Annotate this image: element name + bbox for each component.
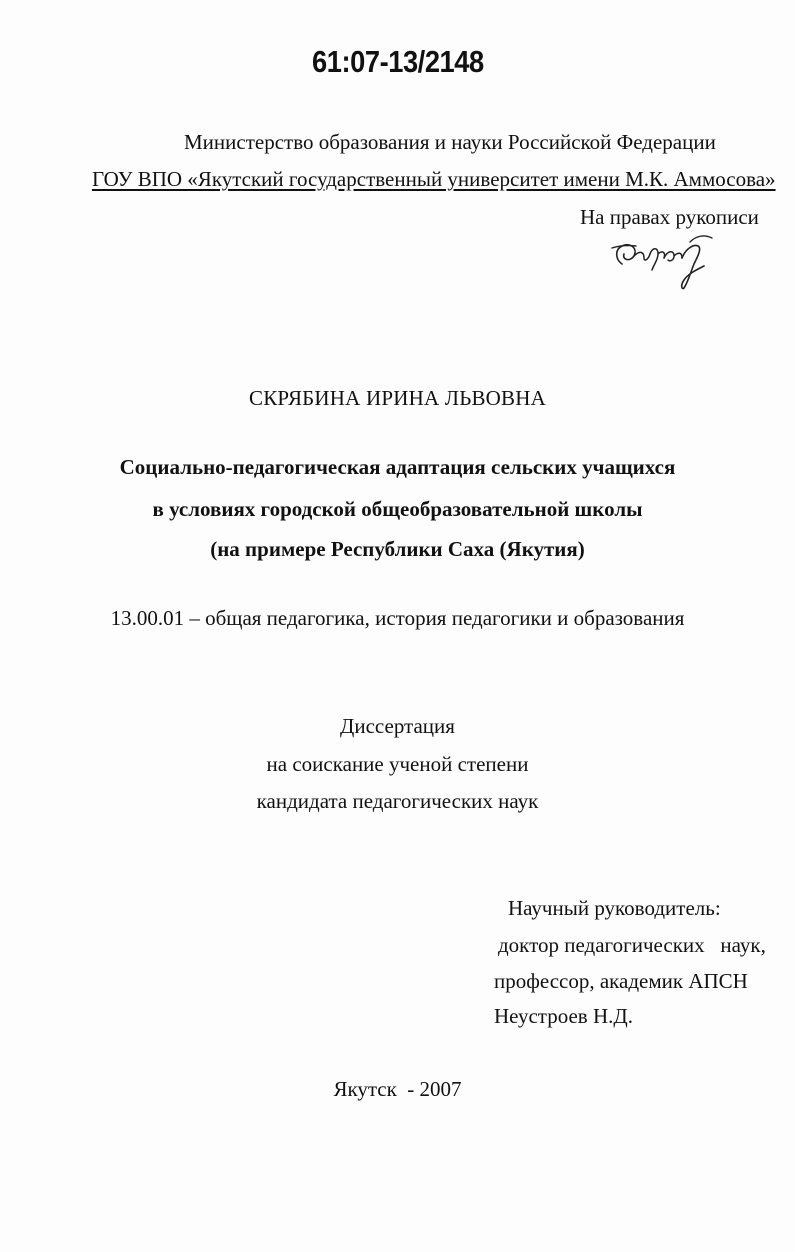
supervisor-name: Неустроев Н.Д. (494, 1004, 633, 1028)
catalog-number: 61:07-13/2148 (312, 44, 484, 79)
dissertation-title-line-3: (на примере Республики Саха (Якутия) (210, 537, 585, 561)
university-name: ГОУ ВПО «Якутский государственный университет имени М.К. Аммосова» (92, 167, 776, 191)
work-type: Диссертация (340, 714, 455, 738)
degree-name: кандидата педагогических наук (256, 789, 539, 813)
specialty-code: 13.00.01 – общая педагогика, история педагогики и образования (110, 606, 685, 630)
ministry-name: Министерство образования и науки Российской Федерации (184, 130, 716, 154)
dissertation-title-line-2: в условиях городской общеобразовательной школы (152, 497, 643, 521)
handwritten-signature (608, 230, 718, 292)
rights-note: На правах рукописи (580, 205, 759, 229)
supervisor-heading: Научный руководитель: (508, 896, 721, 920)
supervisor-title: профессор, академик АПСН (494, 969, 748, 993)
supervisor-degree: доктор педагогических наук, (498, 933, 766, 957)
author-name: СКРЯБИНА ИРИНА ЛЬВОВНА (249, 386, 546, 410)
place-and-year: Якутск - 2007 (333, 1077, 462, 1101)
degree-purpose: на соискание ученой степени (266, 752, 529, 776)
dissertation-title-line-1: Социально-педагогическая адаптация сельских учащихся (119, 455, 676, 479)
